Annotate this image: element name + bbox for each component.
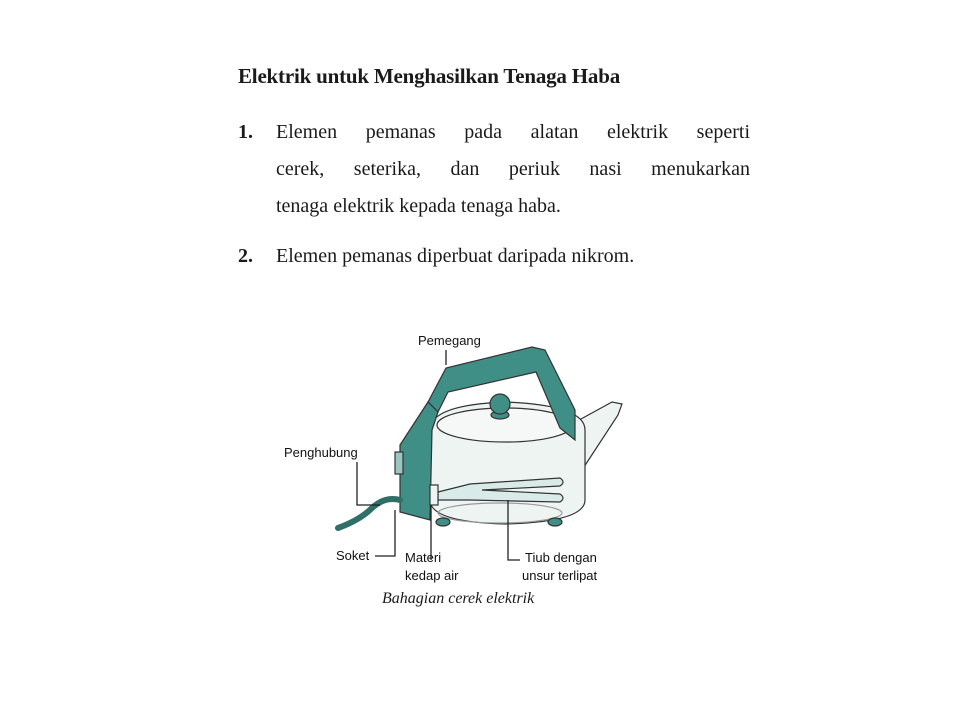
label-handle: Pemegang <box>418 333 481 348</box>
label-tube-1: Tiub dengan <box>525 550 597 565</box>
point-number: 2. <box>238 245 253 267</box>
power-cord <box>338 499 400 528</box>
label-socket: Soket <box>336 548 370 563</box>
point-line: tenaga elektrik kepada tenaga haba. <box>276 195 561 217</box>
lid-knob <box>490 394 510 414</box>
kettle-foot <box>548 518 562 526</box>
point-line: Elemen pemanas pada alatan elektrik seperti <box>276 121 750 143</box>
leader-line-socket <box>375 510 395 556</box>
point-line: Elemen pemanas diperbuat daripada nikrom. <box>276 245 635 267</box>
label-tube-2: unsur terlipat <box>522 568 598 583</box>
point-line: cerek, seterika, dan periuk nasi menukarkan <box>276 158 750 180</box>
point-number: 1. <box>238 121 253 143</box>
connector-switch <box>395 452 403 474</box>
section-heading: Elektrik untuk Menghasilkan Tenaga Haba <box>238 64 620 88</box>
label-connector: Penghubung <box>284 445 358 460</box>
waterproof-seal <box>430 485 438 505</box>
kettle-foot <box>436 518 450 526</box>
leader-line-connector <box>357 462 380 505</box>
figure-caption: Bahagian cerek elektrik <box>382 590 535 607</box>
label-waterproof-2: kedap air <box>405 568 459 583</box>
label-waterproof-1: Materi <box>405 550 442 565</box>
